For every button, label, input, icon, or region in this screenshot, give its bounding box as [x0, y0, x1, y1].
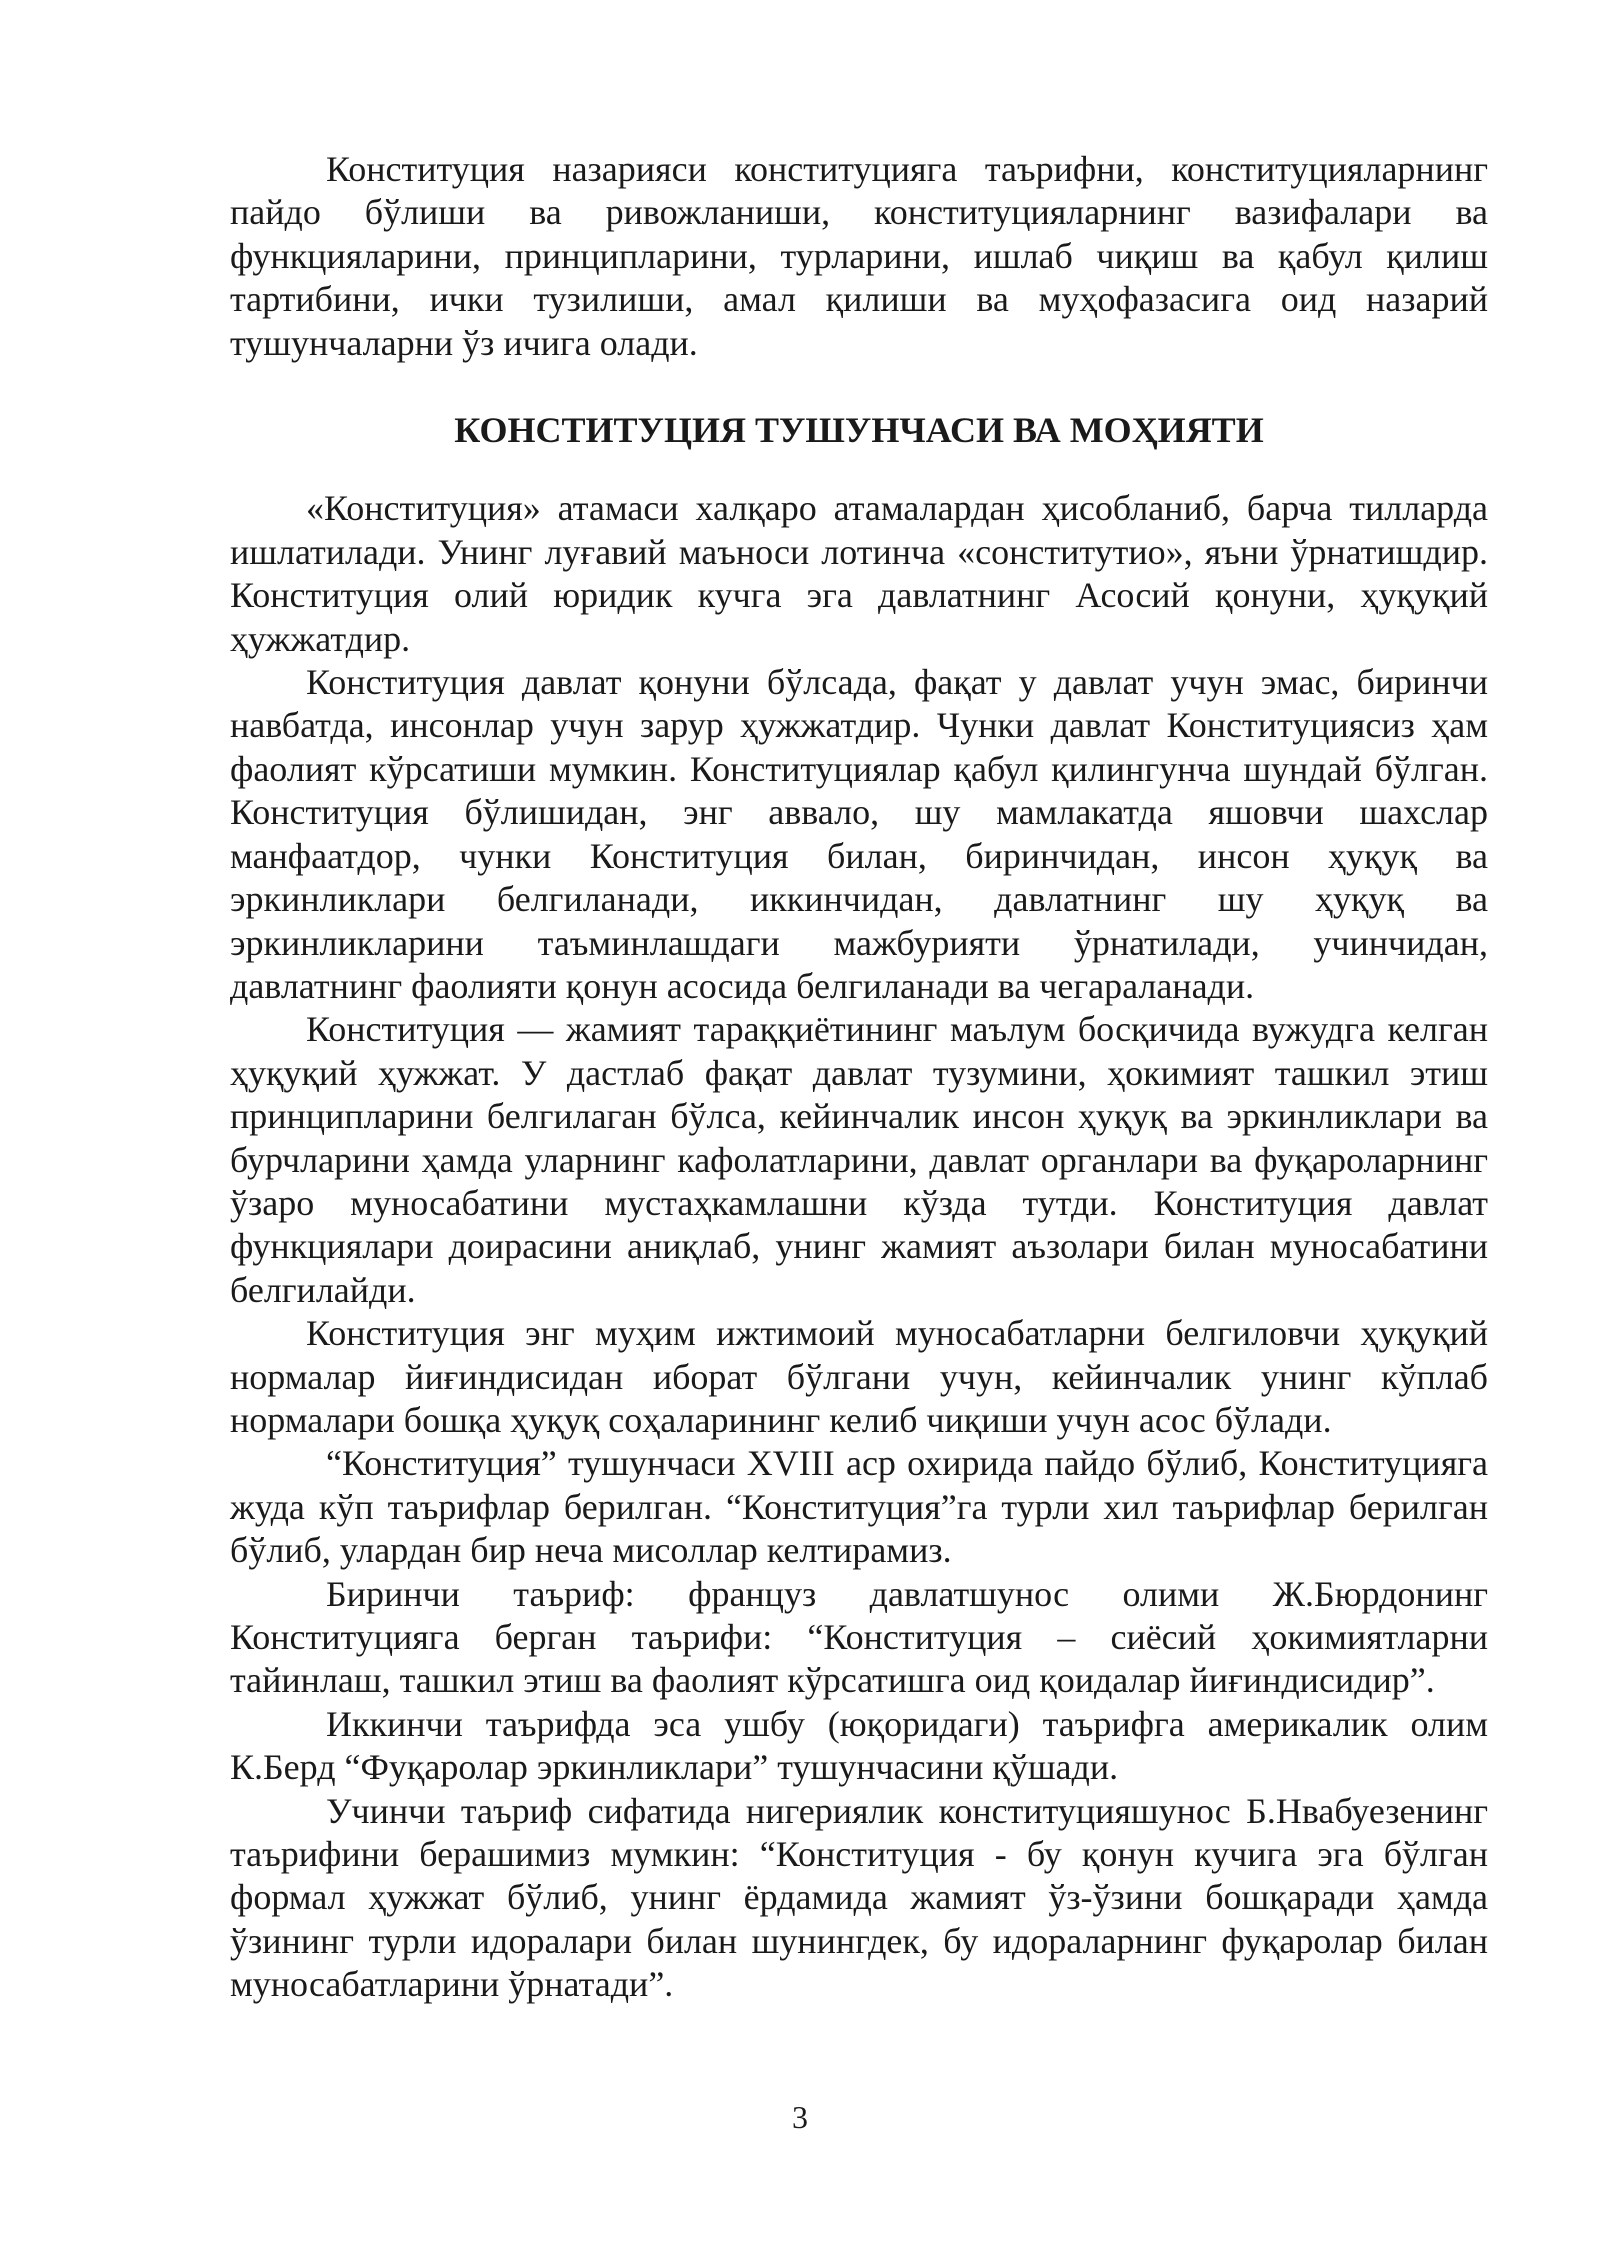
body-paragraph: Иккинчи таърифда эса ушбу (юқоридаги) таърифга америкалик олим К.Берд “Фуқаролар эркинликлари” тушунчасини қўшади.	[230, 1703, 1488, 1788]
body-paragraph: Конституция энг муҳим ижтимоий муносабатларни белгиловчи ҳуқуқий нормалар йиғиндисидан иборат бўлгани учун, кейинчалик унинг кўплаб нормалари бошқа ҳуқуқ соҳаларининг келиб чиқиши учун асос бўлади.	[230, 1313, 1488, 1440]
body-paragraph: “Конституция” тушунчаси XVIII аср охирида пайдо бўлиб, Конституцияга жуда кўп таърифлар берилган. “Конституция”га турли хил таърифлар берилган бўлиб, улардан бир неча мисоллар келтирамиз.	[230, 1443, 1488, 1571]
body-paragraph: Учинчи таъриф сифатида нигериялик конституцияшунос Б.Нвабуезенинг таърифини берашимиз мумкин: “Конституция - бу қонун кучига эга бўлган формал ҳужжат бўлиб, унинг ёрдамида жамият ўз-ўзини бошқаради ҳамда ўзининг турли идоралари билан шунингдек, бу идораларнинг фуқаролар билан муносабатларини ўрнатади”.	[230, 1790, 1488, 2005]
page-body	[230, 148, 1488, 2007]
section-heading: КОНСТИТУЦИЯ ТУШУНЧАСИ ВА МОҲИЯТИ	[454, 410, 1264, 451]
body-paragraph: Конституция давлат қонуни бўлсада, фақат у давлат учун эмас, биринчи навбатда, инсонлар учун зарур ҳужжатдир. Чунки давлат Конституциясиз ҳам фаолият кўрсатиши мумкин. Конституциялар қабул қилингунча шундай бўлган. Конституция бўлишидан, энг аввало, шу мамлакатда яшовчи шахслар манфаатдор, чунки Конституция билан, биринчидан, инсон ҳуқуқ ва эркинликлари белгиланади, иккинчидан, давлатнинг шу ҳуқуқ ва эркинликларини таъминлашдаги мажбурияти ўрнатилади, учинчидан, давлатнинг фаолияти қонун асосида белгиланади ва чегараланади.	[230, 662, 1488, 1006]
body-paragraph: Биринчи таъриф: француз давлатшунос олими Ж.Бюрдонинг Конституцияга берган таърифи: “Конституция – сиёсий ҳокимиятларни тайинлаш, ташкил этиш ва фаолият кўрсатишга оид қоидалар йиғиндисидир”.	[230, 1573, 1488, 1701]
body-paragraph: «Конституция» атамаси халқаро атамалардан ҳисобланиб, барча тилларда ишлатилади. Унинг луғавий маъноси лотинча «сонститутио», яъни ўрнатишдир. Конституция олий юридик кучга эга давлатнинг Асосий қонуни, ҳуқуқий ҳужжатдир.	[230, 488, 1488, 659]
intro-paragraph: Конституция назарияси конституцияга таърифни, конституцияларнинг пайдо бўлиши ва ривожланиши, конституцияларнинг вазифалари ва функцияларини, принципларини, турларини, ишлаб чиқиш ва қабул қилиш тартибини, ички тузилиши, амал қилиши ва муҳофазасига оид назарий тушунчаларни ўз ичига олади.	[230, 149, 1488, 363]
page-number: 3	[792, 2099, 808, 2135]
body-paragraph: Конституция — жамият тараққиётининг маълум босқичида вужудга келган ҳуқуқий ҳужжат. У дастлаб фақат давлат тузумини, ҳокимият ташкил этиш принципларини белгилаган бўлса, кейинчалик инсон ҳуқуқ ва эркинликлари ва бурчларини ҳамда уларнинг кафолатларини, давлат органлари ва фуқароларнинг ўзаро муносабатини мустаҳкамлашни кўзда тутди. Конституция давлат функциялари доирасини аниқлаб, унинг жамият аъзолари билан муносабатини белгилайди.	[230, 1009, 1488, 1310]
